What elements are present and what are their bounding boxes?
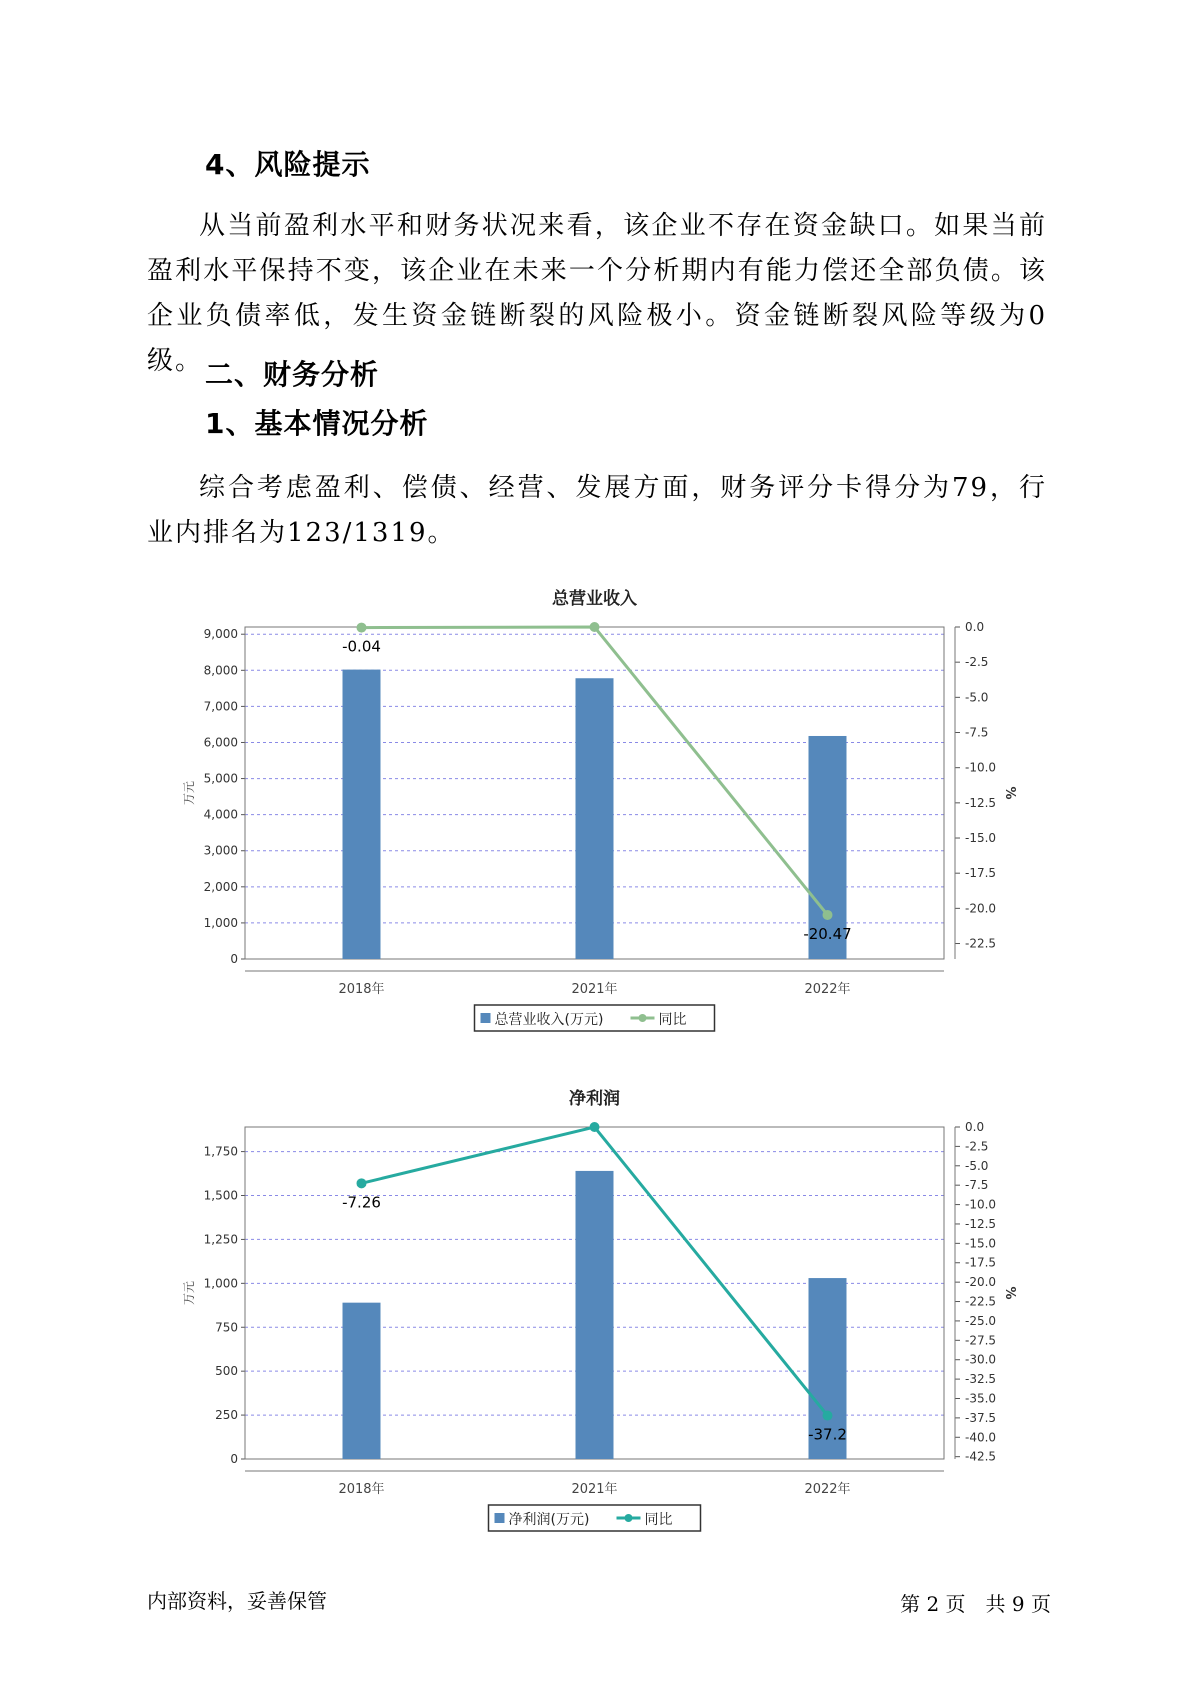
risk-paragraph: 从当前盈利水平和财务状况来看，该企业不存在资金缺口。如果当前盈利水平保持不变，该企业在未来一个分析期内有能力偿还全部负债。该企业负债率低，发生资金链断裂的风险极小。资金链断裂风险等级为0级。 — [147, 211, 1047, 376]
yoy-point — [357, 1178, 367, 1188]
legend-line-label: 同比 — [658, 1012, 687, 1028]
x-tick-label: 2021年 — [571, 982, 618, 997]
y-tick-label: 7,000 — [203, 699, 238, 714]
y-tick-label: 1,500 — [203, 1188, 238, 1203]
y2-tick-label: -7.5 — [965, 725, 989, 740]
legend-line-marker — [625, 1514, 633, 1522]
yoy-point — [823, 910, 833, 920]
y2-tick-label: -25.0 — [965, 1313, 997, 1328]
y2-tick-label: -15.0 — [965, 831, 997, 846]
y2-tick-label: -15.0 — [965, 1236, 997, 1251]
y2-tick-label: 0.0 — [965, 620, 985, 634]
y-tick-label: 4,000 — [203, 807, 238, 822]
y-axis-label: 万元 — [182, 780, 196, 806]
revenue-chart — [0, 575, 1191, 1035]
y2-tick-label: -20.0 — [965, 901, 997, 916]
y2-tick-label: -20.0 — [965, 1275, 997, 1290]
yoy-point — [590, 1122, 600, 1132]
y2-tick-label: -7.5 — [965, 1178, 989, 1193]
y2-tick-label: -30.0 — [965, 1352, 997, 1367]
y2-tick-label: -22.5 — [965, 936, 997, 951]
y-tick-label: 9,000 — [203, 627, 238, 642]
basic-analysis-heading: 1、基本情况分析 — [205, 407, 429, 440]
yoy-point-label: -20.47 — [803, 924, 852, 943]
legend-line-label: 同比 — [644, 1512, 673, 1528]
yoy-point-label: -0.04 — [342, 637, 381, 656]
footer-confidential: 内部资料，妥善保管 — [147, 1589, 327, 1613]
y2-tick-label: -42.5 — [965, 1449, 997, 1464]
legend-bar-swatch — [495, 1513, 505, 1523]
y-tick-label: 5,000 — [203, 771, 238, 786]
legend-bar-label: 总营业收入(万元) — [494, 1012, 604, 1028]
y2-tick-label: -27.5 — [965, 1333, 997, 1348]
x-tick-label: 2018年 — [338, 1482, 385, 1497]
legend-bar-swatch — [481, 1013, 491, 1023]
y2-tick-label: -17.5 — [965, 1255, 997, 1270]
y2-tick-label: -12.5 — [965, 795, 997, 810]
yoy-point-label: -7.26 — [342, 1193, 381, 1212]
y-tick-label: 1,000 — [203, 915, 238, 930]
net-profit-chart — [0, 1075, 1191, 1535]
y2-tick-label: -2.5 — [965, 655, 989, 670]
chart-title: 总营业收入 — [552, 589, 637, 609]
y-tick-label: 0 — [230, 952, 238, 966]
yoy-point — [823, 1411, 833, 1421]
y-tick-label: 750 — [215, 1320, 238, 1335]
y-tick-label: 8,000 — [203, 663, 238, 678]
y2-tick-label: -10.0 — [965, 1197, 997, 1212]
x-tick-label: 2018年 — [338, 982, 385, 997]
y-tick-label: 2,000 — [203, 879, 238, 894]
x-tick-label: 2022年 — [804, 1482, 851, 1497]
y2-tick-label: -12.5 — [965, 1216, 997, 1231]
yoy-point-label: -37.2 — [808, 1425, 847, 1444]
score-paragraph: 综合考虑盈利、偿债、经营、发展方面，财务评分卡得分为79，行业内排名为123/1319。 — [147, 473, 1047, 548]
chart-title: 净利润 — [569, 1089, 620, 1109]
y-axis-label: 万元 — [182, 1280, 196, 1306]
y2-axis-label: % — [1002, 786, 1017, 800]
y-tick-label: 500 — [215, 1364, 238, 1379]
risk-heading: 4、风险提示 — [205, 148, 371, 181]
finance-heading: 二、财务分析 — [205, 358, 380, 391]
y2-axis-label: % — [1002, 1286, 1017, 1300]
y-tick-label: 250 — [215, 1408, 238, 1423]
bar — [343, 670, 381, 959]
y-tick-label: 1,250 — [203, 1232, 238, 1247]
y2-tick-label: -2.5 — [965, 1139, 989, 1154]
y2-tick-label: -5.0 — [965, 690, 989, 705]
bar — [576, 1171, 614, 1459]
y2-tick-label: -37.5 — [965, 1410, 997, 1425]
y2-tick-label: -32.5 — [965, 1372, 997, 1387]
y2-tick-label: -10.0 — [965, 760, 997, 775]
yoy-point — [590, 622, 600, 632]
y-tick-label: 6,000 — [203, 735, 238, 750]
legend-bar-label: 净利润(万元) — [508, 1512, 590, 1528]
y2-tick-label: -35.0 — [965, 1391, 997, 1406]
y2-tick-label: -40.0 — [965, 1430, 997, 1445]
y2-tick-label: -5.0 — [965, 1158, 989, 1173]
y2-tick-label: -17.5 — [965, 866, 997, 881]
x-tick-label: 2022年 — [804, 982, 851, 997]
x-tick-label: 2021年 — [571, 1482, 618, 1497]
bar — [576, 678, 614, 959]
y-tick-label: 1,750 — [203, 1144, 238, 1159]
legend-line-marker — [639, 1014, 647, 1022]
y-tick-label: 3,000 — [203, 843, 238, 858]
bar — [343, 1303, 381, 1459]
y2-tick-label: -22.5 — [965, 1294, 997, 1309]
footer-page-number: 第 2 页 共 9 页 — [900, 1592, 1051, 1616]
yoy-point — [357, 623, 367, 633]
y-tick-label: 0 — [230, 1452, 238, 1466]
y-tick-label: 1,000 — [203, 1276, 238, 1291]
y2-tick-label: 0.0 — [965, 1120, 985, 1134]
